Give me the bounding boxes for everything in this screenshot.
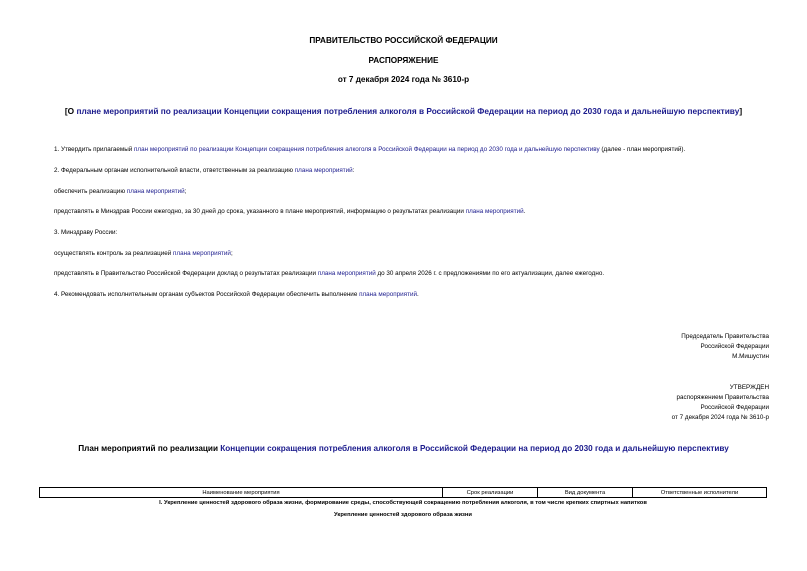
paragraph-7 bbox=[54, 270, 604, 278]
approval-line-4: от 7 декабря 2024 года № 3610-р bbox=[671, 414, 769, 421]
p7-text: представлять в Правительство Российской Федерации доклад о результатах реализации bbox=[54, 270, 318, 277]
signature-line-2: Российской Федерации bbox=[700, 343, 769, 350]
section-row bbox=[40, 498, 767, 508]
table-header-row bbox=[40, 488, 767, 498]
p8-text: 4. Рекомендовать исполнительным органам субъектов Российской Федерации обеспечить выполнение bbox=[54, 291, 360, 298]
p2-text: 2. Федеральным органам исполнительной власти, ответственным за реализацию bbox=[54, 167, 295, 174]
header-cell-name: Наименование мероприятия bbox=[40, 488, 443, 498]
p3-tail: ; bbox=[184, 188, 187, 195]
approval-line-3: Российской Федерации bbox=[700, 404, 769, 411]
approval-line-2: распоряжением Правительства bbox=[676, 394, 769, 401]
subsection-title: Укрепление ценностей здорового образа жизни bbox=[334, 511, 472, 518]
p7-tail: до 30 апреля 2026 г. с предложениями по его актуализации, далее ежегодно. bbox=[375, 270, 605, 277]
plan-link[interactable]: плана мероприятий bbox=[317, 270, 376, 277]
subsection-row bbox=[40, 507, 767, 519]
plan-link[interactable]: плана мероприятий bbox=[173, 250, 231, 257]
plan-link[interactable]: плана мероприятий bbox=[465, 208, 524, 215]
plan-link[interactable]: плана мероприятий bbox=[359, 291, 417, 298]
paragraph-1 bbox=[54, 146, 685, 154]
header-cell-executors: Ответственные исполнители bbox=[633, 488, 767, 498]
p3-text: обеспечить реализацию bbox=[54, 188, 127, 195]
plan-link[interactable]: плана мероприятий bbox=[126, 188, 185, 195]
p5-text: 3. Минздраву России: bbox=[54, 229, 118, 236]
paragraph-6 bbox=[54, 250, 233, 258]
p4-text: представлять в Минздрав России ежегодно, за 30 дней до срока, указанного в плане мероприятий, информацию о результатах реализации bbox=[54, 208, 466, 215]
plan-link[interactable]: плана мероприятий bbox=[294, 167, 353, 174]
p4-tail: . bbox=[523, 208, 526, 215]
section-title: I. Укрепление ценностей здорового образа жизни, формирование среды, способствующей сокращению потребления алкоголя, в том числе крепких спиртных напитков bbox=[159, 499, 647, 506]
p8-tail: . bbox=[417, 291, 419, 298]
signature-block bbox=[681, 332, 769, 362]
paragraph-3 bbox=[54, 188, 186, 196]
signature-line-1: Председатель Правительства bbox=[681, 333, 769, 340]
header-cell-deadline: Срок реализации bbox=[443, 488, 538, 498]
subject-close: ] bbox=[739, 106, 743, 116]
header-cell-doc-type: Вид документа bbox=[538, 488, 633, 498]
concept-link[interactable]: Концепции сокращения потребления алкоголя в Российской Федерации на период до 2030 года и дальнейшую перспективу bbox=[220, 444, 729, 453]
p2-tail: : bbox=[352, 167, 355, 174]
p1-tail: (далее - план мероприятий). bbox=[599, 146, 686, 153]
approval-line-1: УТВЕРЖДЕН bbox=[729, 384, 769, 391]
p1-text: 1. Утвердить прилагаемый bbox=[54, 146, 135, 153]
plan-table bbox=[39, 487, 767, 519]
paragraph-8 bbox=[54, 291, 419, 299]
approval-block bbox=[672, 383, 769, 423]
paragraph-5 bbox=[54, 229, 117, 237]
p6-text: осуществлять контроль за реализацией bbox=[54, 250, 174, 257]
document-subject bbox=[0, 106, 807, 116]
government-heading: ПРАВИТЕЛЬСТВО РОССИЙСКОЙ ФЕДЕРАЦИИ bbox=[309, 36, 498, 45]
paragraph-4 bbox=[54, 208, 525, 216]
signature-line-3: М.Мишустин bbox=[732, 353, 769, 360]
doc-date-heading: от 7 декабря 2024 года № 3610-р bbox=[337, 75, 470, 84]
plan-title bbox=[0, 444, 807, 453]
plan-link[interactable]: план мероприятий по реализации Концепции сокращения потребления алкоголя в Российской Федерации на период до 2030 года и дальнейшую перспективу bbox=[134, 146, 600, 153]
doc-type-heading: РАСПОРЯЖЕНИЕ bbox=[368, 56, 439, 65]
plan-title-prefix: План мероприятий по реализации bbox=[78, 444, 221, 453]
subject-link[interactable]: плане мероприятий по реализации Концепции сокращения потребления алкоголя в Российской Федерации на период до 2030 года и дальнейшую перспективу bbox=[76, 106, 740, 116]
subject-open: [О bbox=[64, 106, 77, 116]
paragraph-2 bbox=[54, 167, 354, 175]
p6-tail: ; bbox=[230, 250, 233, 257]
